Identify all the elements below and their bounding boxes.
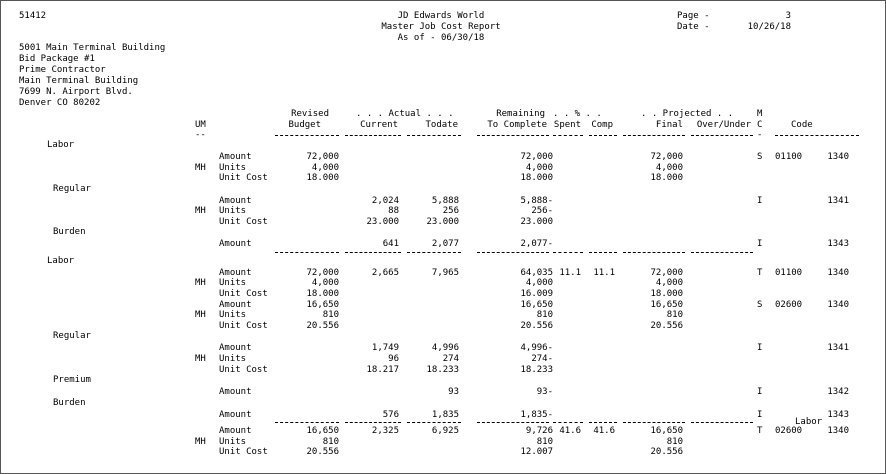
cell-to-complete: 1,835- [520,409,553,420]
cell-to-complete: 4,000 [525,162,553,173]
cell-to-complete: 93- [536,387,553,397]
cell-todate: 93 [448,387,459,397]
cell-description: Unit Cost [219,173,268,184]
subtotal-rule [589,422,617,423]
cell-todate: 23.000 [426,216,459,227]
subtotal-rule [275,422,339,423]
cell-budget: 72,000 [306,267,339,278]
subtotal-rule [553,422,583,423]
cell-final: 72,000 [650,151,683,162]
header-c: C [757,120,763,130]
header-over-under: Over/Under [696,120,751,130]
cell-um: MH [195,278,206,289]
cell-mc: I [757,195,763,206]
cell-description: Amount [219,195,252,206]
cell-description: Amount [219,267,252,278]
cell-final: 20.556 [650,320,683,331]
subtotal-rule [623,252,685,253]
address-line: Denver CO 80202 [19,98,101,108]
header-rule-current [345,135,401,136]
section-label: Labor [47,255,75,266]
cell-cost-code: 1343 [827,409,849,420]
address-line: Main Terminal Building [19,76,139,86]
cell-um: MH [195,353,206,364]
header-spent: Spent [553,120,581,130]
cell-cost-code: 1341 [827,343,849,354]
cell-final: 4,000 [655,278,683,289]
cell-to-complete: 4,996- [520,343,553,354]
cell-description: Units [219,206,247,217]
header-rule-tocomplete [477,135,549,136]
subtotal-rule [553,252,583,253]
cell-code: 01100 [775,151,803,162]
date-label: Date - [677,22,710,32]
cell-final: 18.000 [650,173,683,184]
cell-final: 72,000 [650,267,683,278]
header-revised: Revised [291,109,329,119]
header-rule-todate [407,135,461,136]
address-line: 5001 Main Terminal Building [19,43,166,53]
cell-budget: 20.556 [306,320,339,331]
cell-budget: 4,000 [311,278,339,289]
report-title: Master Job Cost Report [381,22,501,32]
cell-to-complete: 2,077- [520,239,553,250]
cell-final: 20.556 [650,447,683,458]
cell-um: MH [195,310,206,321]
cell-description: Amount [219,409,252,420]
cell-todate: 2,077 [431,239,459,250]
header-m: M [757,109,763,119]
cell-budget: 810 [322,310,339,321]
cell-description: Amount [219,426,252,437]
cell-description: Units [219,310,247,321]
cell-current: 641 [382,239,399,250]
cell-to-complete: 810 [536,436,553,447]
header-remaining: Remaining [496,109,545,119]
cell-todate: 5,888 [431,195,459,206]
subtotal-rule [407,252,461,253]
cell-code: 02600 [775,299,803,310]
subtotal-rule [477,252,549,253]
header-rule-final [623,135,685,136]
cell-um: MH [195,162,206,173]
cell-todate: 18.233 [426,364,459,375]
cell-to-complete: 64,035 [520,267,553,278]
cell-final: 810 [666,310,683,321]
cell-todate: 1,835 [431,409,459,420]
cell-current: 2,024 [371,195,399,206]
cell-to-complete: 16.009 [520,289,553,299]
cell-to-complete: 4,000 [525,278,553,289]
cell-budget: 16,650 [306,299,339,310]
report-date: 10/26/18 [747,22,791,32]
cell-current: 88 [388,206,399,217]
cell-to-complete: 274- [531,353,553,364]
cell-final: 18.000 [650,289,683,299]
cell-to-complete: 810 [536,310,553,321]
cell-description: Units [219,353,247,364]
cell-cost-code: 1341 [827,195,849,206]
cell-mc: I [757,387,763,397]
cell-to-complete: 256- [531,206,553,217]
header-projected: . . Projected . . [641,109,734,119]
header-rule-comp [589,135,617,136]
cell-description: Unit Cost [219,320,268,331]
cell-mc: S [757,299,763,310]
section-label: Burden [53,227,86,238]
cell-mc: T [757,426,763,437]
cell-budget: 72,000 [306,151,339,162]
as-of-date: As of - 06/30/18 [397,33,485,43]
header-comp: Comp [591,120,613,130]
cell-budget: 810 [322,436,339,447]
cell-description: Unit Cost [219,289,268,299]
subtotal-rule [275,252,339,253]
cell-todate: 6,925 [431,426,459,437]
cell-todate: 274 [442,353,459,364]
cell-cost-code: 1340 [827,267,849,278]
header-rule-spent [553,135,583,136]
cell-todate: 4,996 [431,343,459,354]
company-name: JD Edwards World [397,11,485,21]
header-rule-overunder [691,135,753,136]
cell-description: Unit Cost [219,364,268,375]
cell-to-complete: 20.556 [520,320,553,331]
header-final: Final [655,120,683,130]
cell-comp: 41.6 [593,426,615,437]
section-label: Premium [53,375,91,386]
subtotal-rule [477,422,549,423]
header-current: Current [360,120,398,130]
cell-budget: 20.556 [306,447,339,458]
cell-description: Units [219,162,247,173]
cell-current: 23.000 [366,216,399,227]
cell-todate: 7,965 [431,267,459,278]
cell-code: 02600 [775,426,803,437]
subtotal-rule [407,422,461,423]
cell-cost-code: 1342 [827,387,849,397]
cell-description: Amount [219,151,252,162]
cell-mc: I [757,343,763,354]
cell-final: 4,000 [655,162,683,173]
cell-description: Unit Cost [219,216,268,227]
header-budget: Budget [288,120,321,130]
cell-cost-code: 1343 [827,239,849,250]
cell-um: MH [195,206,206,217]
cell-cost-code: 1340 [827,426,849,437]
address-line: Bid Package #1 [19,54,95,64]
cell-description: Units [219,436,247,447]
cell-final: 810 [666,436,683,447]
cell-todate: 256 [442,206,459,217]
subtotal-rule [589,252,617,253]
header-todate: Todate [425,120,458,130]
address-line: Prime Contractor [19,65,106,75]
cell-mc: I [757,239,763,250]
cell-budget: 4,000 [311,162,339,173]
cell-cost-code: 1340 [827,299,849,310]
header-to-complete: To Complete [487,120,547,130]
header-percent: . . % . . [553,109,602,119]
cell-description: Unit Cost [219,447,268,458]
page-label: Page - [677,11,710,21]
cell-description: Amount [219,343,252,354]
cell-current: 2,665 [371,267,399,278]
header-rule-code [775,135,859,136]
cell-current: 96 [388,353,399,364]
cell-to-complete: 12.007 [520,447,553,458]
cell-description: Amount [219,239,252,250]
subtotal-note: Labor [795,417,823,428]
cell-budget: 16,650 [306,426,339,437]
subtotal-rule [623,422,685,423]
cell-description: Units [219,278,247,289]
cell-spent: 11.1 [559,267,581,278]
subtotal-rule [691,252,753,253]
subtotal-rule [345,422,401,423]
cell-to-complete: 18.000 [520,173,553,184]
cell-um: MH [195,436,206,447]
cell-mc: I [757,409,763,420]
cell-code: 01100 [775,267,803,278]
cell-current: 18.217 [366,364,399,375]
subtotal-rule [691,422,753,423]
section-label: Labor [47,140,75,150]
section-label: Burden [53,397,86,408]
cell-comp: 11.1 [593,267,615,278]
subtotal-rule [345,252,401,253]
header-code: Code [791,120,813,130]
cell-to-complete: 18.233 [520,364,553,375]
cell-cost-code: 1340 [827,151,849,162]
cell-current: 1,749 [371,343,399,354]
cell-description: Amount [219,299,252,310]
cell-final: 16,650 [650,426,683,437]
section-label: Regular [53,183,91,194]
header-um-dash: -- [195,130,206,140]
cell-budget: 18.000 [306,173,339,184]
cell-to-complete: 72,000 [520,151,553,162]
section-label: Regular [53,331,91,342]
cell-current: 2,325 [371,426,399,437]
header-um: UM [195,120,206,130]
cell-mc: S [757,151,763,162]
cell-to-complete: 16,650 [520,299,553,310]
cell-description: Amount [219,387,252,397]
header-actual: . . . Actual . . . [356,109,454,119]
cell-budget: 18.000 [306,289,339,299]
cell-to-complete: 5,888- [520,195,553,206]
header-c-dash: - [757,130,763,140]
header-rule-budget [275,135,339,136]
address-line: 7699 N. Airport Blvd. [19,87,133,97]
cell-current: 576 [382,409,399,420]
cell-to-complete: 23.000 [520,216,553,227]
cell-final: 16,650 [650,299,683,310]
cell-to-complete: 9,726 [525,426,553,437]
cell-spent: 41.6 [559,426,581,437]
cell-mc: T [757,267,763,278]
page-number: 3 [785,11,791,21]
report-id: 51412 [19,11,47,21]
